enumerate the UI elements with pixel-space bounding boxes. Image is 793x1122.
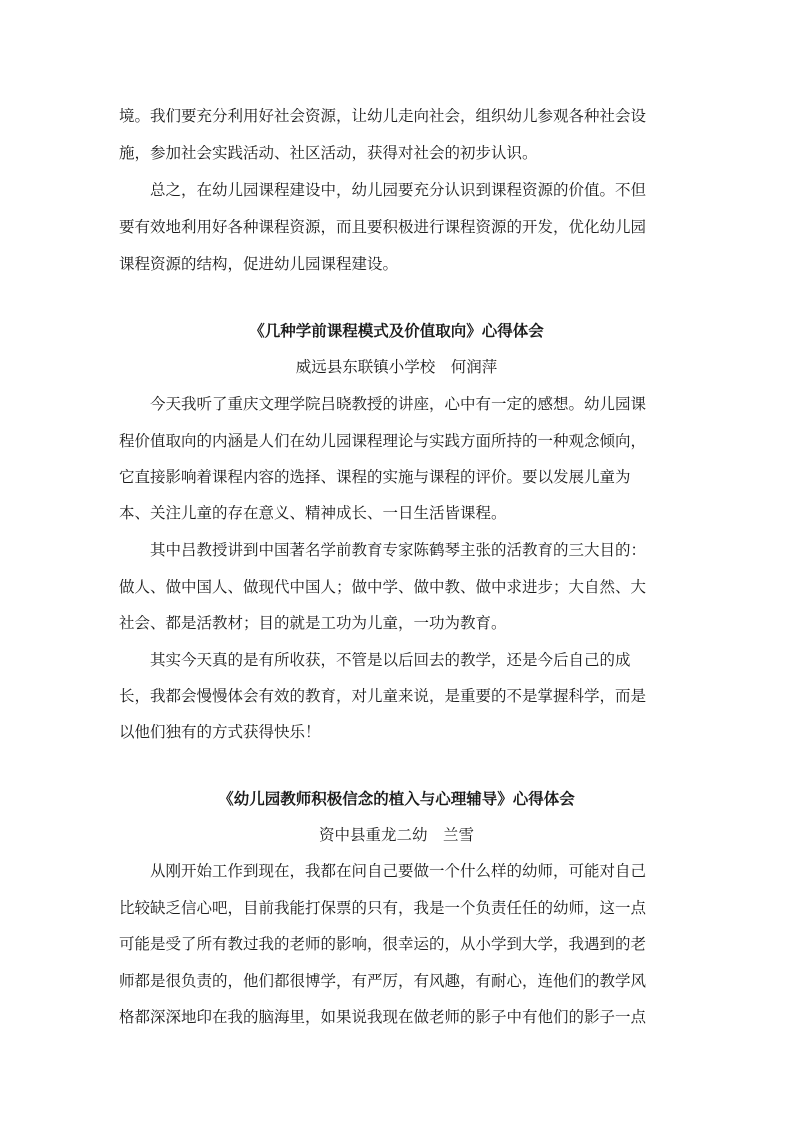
paragraph-line: 其中吕教授讲到中国著名学前教育专家陈鹤琴主张的活教育的三大目的： bbox=[150, 541, 647, 559]
paragraph-line: 以他们独有的方式获得快乐！ bbox=[119, 723, 321, 741]
paragraph-line: 施，参加社会实践活动、社区活动，获得对社会的初步认识。 bbox=[119, 144, 538, 162]
paragraph-line: 它直接影响着课程内容的选择、课程的实施与课程的评价。要以发展儿童为 bbox=[119, 468, 631, 486]
paragraph-line: 程价值取向的内涵是人们在幼儿园课程理论与实践方面所持的一种观念倾向， bbox=[119, 432, 647, 450]
paragraph-line: 境。我们要充分利用好社会资源，让幼儿走向社会，组织幼儿参观各种社会设 bbox=[119, 107, 647, 125]
paragraph-line: 比较缺乏信心吧，目前我能打保票的只有，我是一个负责任任的幼师，这一点 bbox=[119, 899, 647, 917]
paragraph-line: 总之，在幼儿园课程建设中，幼儿园要充分认识到课程资源的价值。不但 bbox=[150, 181, 647, 199]
article-title: 《几种学前课程模式及价值取向》心得体会 bbox=[249, 322, 544, 340]
article-byline: 资中县重龙二幼 兰雪 bbox=[318, 826, 474, 844]
paragraph-line: 社会、都是活教材；目的就是工功为儿童，一功为教育。 bbox=[119, 614, 507, 632]
paragraph-line: 今天我听了重庆文理学院吕晓教授的讲座，心中有一定的感想。幼儿园课 bbox=[150, 395, 647, 413]
paragraph-line: 格都深深地印在我的脑海里，如果说我现在做老师的影子中有他们的影子一点 bbox=[119, 1008, 647, 1026]
paragraph-line: 要有效地利用好各种课程资源，而且要积极进行课程资源的开发，优化幼儿园 bbox=[119, 218, 647, 236]
article-title: 《幼儿园教师积极信念的植入与心理辅导》心得体会 bbox=[218, 790, 575, 808]
paragraph-line: 从刚开始工作到现在，我都在问自己要做一个什么样的幼师，可能对自己 bbox=[150, 862, 647, 880]
paragraph-line: 师都是很负责的，他们都很博学，有严厉，有风趣，有耐心，连他们的教学风 bbox=[119, 972, 647, 990]
paragraph-line: 可能是受了所有教过我的老师的影响，很幸运的，从小学到大学，我遇到的老 bbox=[119, 935, 647, 953]
article-byline: 威远县东联镇小学校 何润萍 bbox=[295, 358, 498, 376]
paragraph-line: 做人、做中国人、做现代中国人；做中学、做中教、做中求进步；大自然、大 bbox=[119, 578, 647, 596]
paragraph-line: 长，我都会慢慢体会有效的教育，对儿童来说，是重要的不是掌握科学，而是 bbox=[119, 687, 647, 705]
paragraph-line: 课程资源的结构，促进幼儿园课程建设。 bbox=[119, 255, 399, 273]
paragraph-line: 本、关注儿童的存在意义、精神成长、一日生活皆课程。 bbox=[119, 504, 507, 522]
paragraph-line: 其实今天真的是有所收获，不管是以后回去的教学，还是今后自己的成 bbox=[150, 651, 631, 669]
